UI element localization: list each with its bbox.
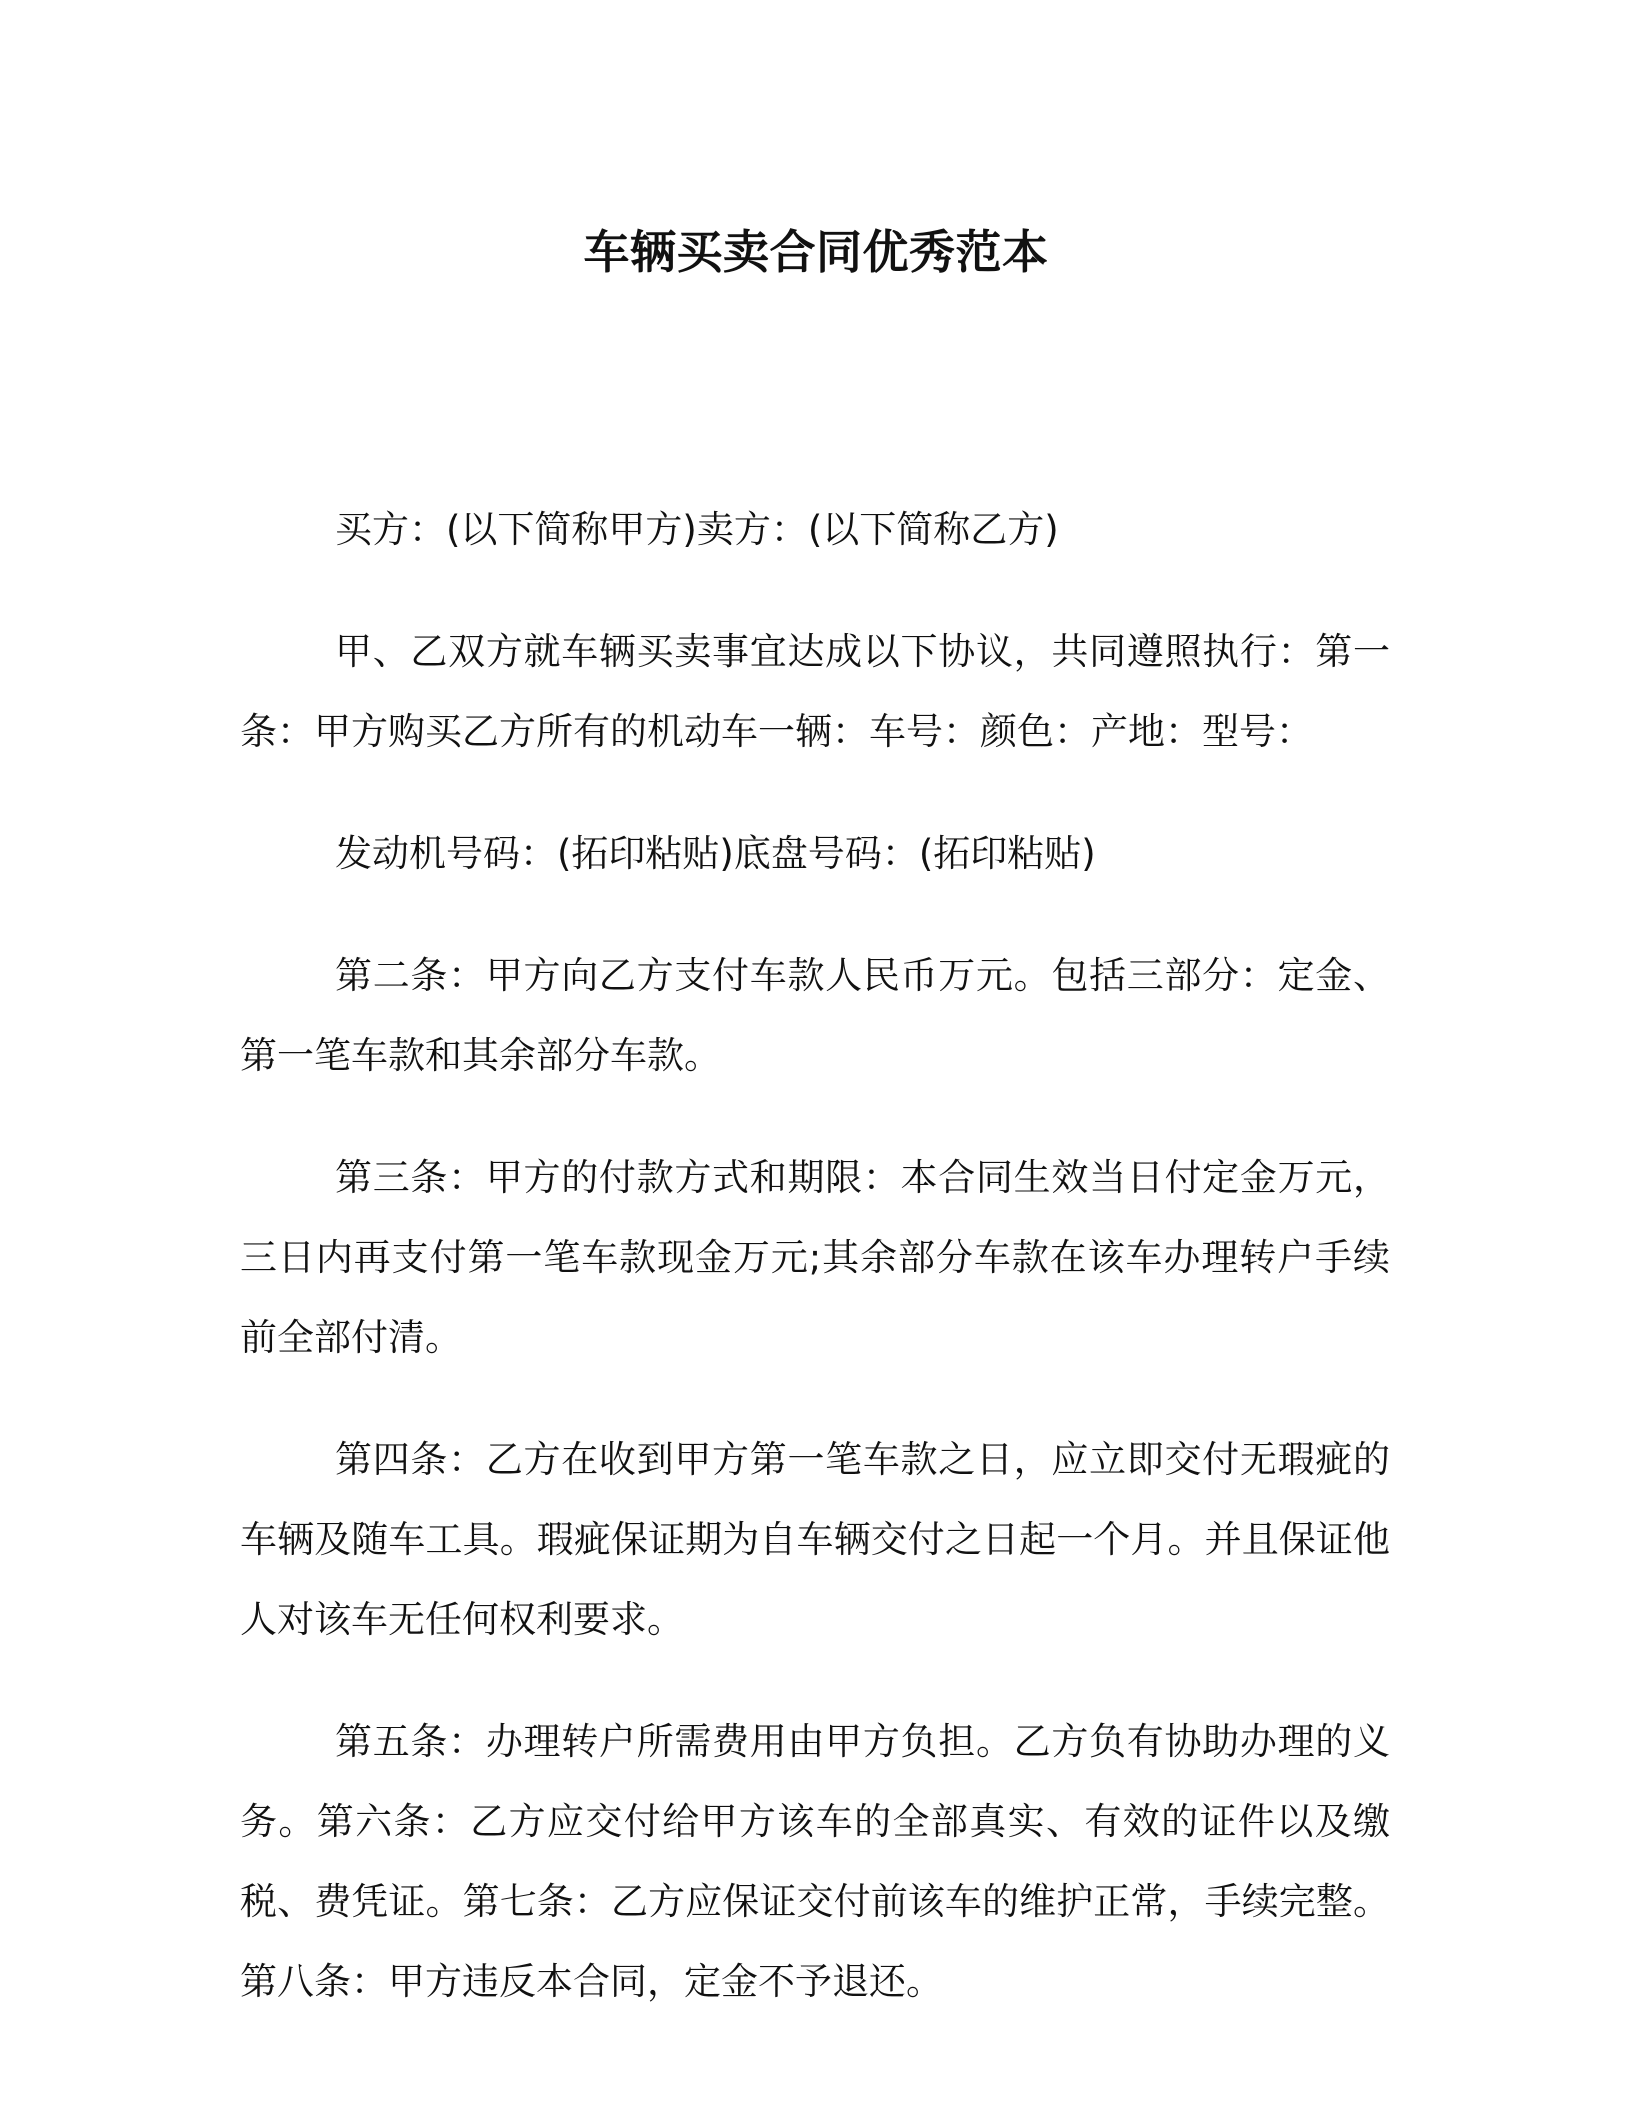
paragraph-parties: 买方：(以下简称甲方)卖方：(以下简称乙方) xyxy=(335,508,1059,551)
paragraph-article-1: 甲、乙双方就车辆买卖事宜达成以下协议，共同遵照执行：第一条：甲方购买乙方所有的机动车一辆：车号：颜色：产地：型号： xyxy=(240,630,1390,753)
paragraph-article-3: 第三条：甲方的付款方式和期限：本合同生效当日付定金万元，三日内再支付第一笔车款现金万元;其余部分车款在该车办理转户手续前全部付清。 xyxy=(240,1156,1390,1359)
paragraph-engine-chassis: 发动机号码：(拓印粘贴)底盘号码：(拓印粘贴) xyxy=(335,832,1096,875)
paragraph-articles-5-8: 第五条：办理转户所需费用由甲方负担。乙方负有协助办理的义务。第六条：乙方应交付给甲方该车的全部真实、有效的证件以及缴税、费凭证。第七条：乙方应保证交付前该车的维护正常，手续完整。第八条：甲方违反本合同，定金不予退还。 xyxy=(240,1720,1390,2003)
paragraph-article-2: 第二条：甲方向乙方支付车款人民币万元。包括三部分：定金、第一笔车款和其余部分车款。 xyxy=(240,954,1390,1077)
document-body xyxy=(240,490,1390,2064)
paragraph-article-4: 第四条：乙方在收到甲方第一笔车款之日，应立即交付无瑕疵的车辆及随车工具。瑕疵保证期为自车辆交付之日起一个月。并且保证他人对该车无任何权利要求。 xyxy=(240,1438,1390,1641)
document-title: 车辆买卖合同优秀范本 xyxy=(583,225,1049,279)
